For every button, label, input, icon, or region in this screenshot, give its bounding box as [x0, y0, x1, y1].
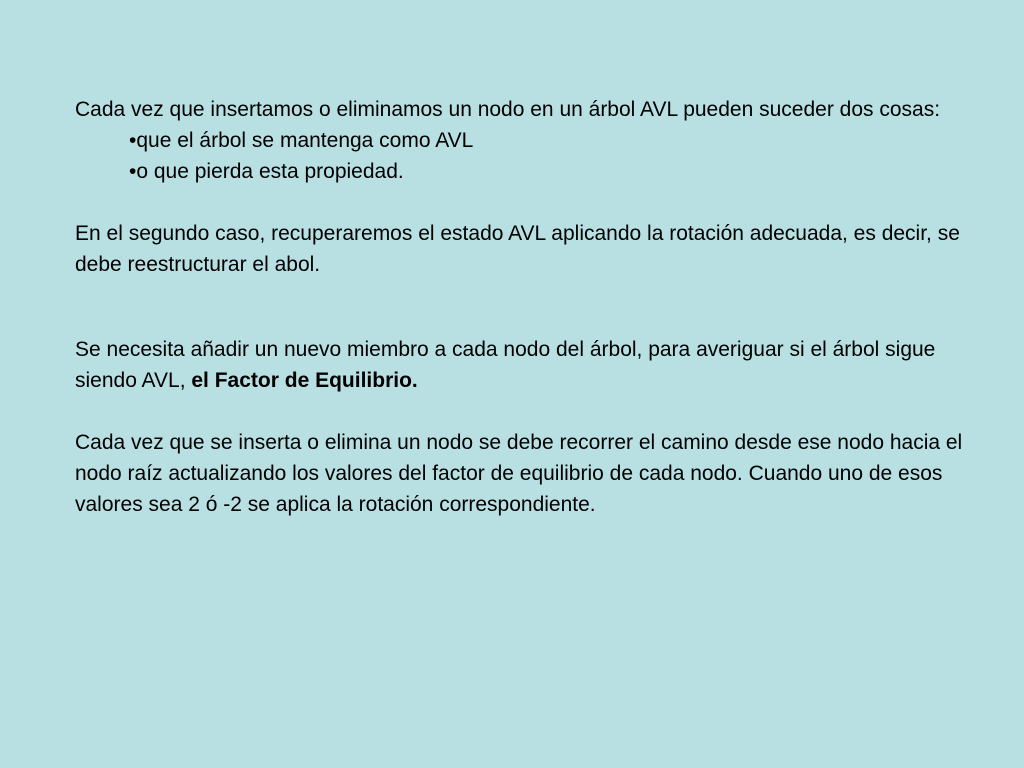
balance-factor-term: el Factor de Equilibrio.: [191, 369, 418, 392]
balance-factor-text: Se necesita añadir un nuevo miembro a cada nodo del árbol, para averiguar si el árbol sigue siendo AVL,: [75, 338, 936, 392]
spacer: [75, 396, 975, 427]
balance-factor-paragraph: [75, 334, 975, 396]
update-path-paragraph: Cada vez que se inserta o elimina un nodo se debe recorrer el camino desde ese nodo hacia el nodo raíz actualizando los valores del factor de equilibrio de cada nodo. Cuando uno de esos valores sea 2 ó -2 se aplica la rotación correspondiente.: [75, 431, 963, 516]
intro-paragraph: Cada vez que insertamos o eliminamos un nodo en un árbol AVL pueden suceder dos cosas:: [75, 98, 941, 121]
slide-body: [75, 94, 975, 520]
outcome-item-avl: •que el árbol se mantenga como AVL: [129, 129, 474, 152]
outcome-item-not-avl: •o que pierda esta propiedad.: [129, 160, 404, 183]
spacer: [75, 280, 975, 334]
rotation-paragraph: En el segundo caso, recuperaremos el estado AVL aplicando la rotación adecuada, es decir, se debe reestructurar el abol.: [75, 222, 960, 276]
outcome-list: [75, 125, 975, 187]
spacer: [75, 187, 975, 218]
